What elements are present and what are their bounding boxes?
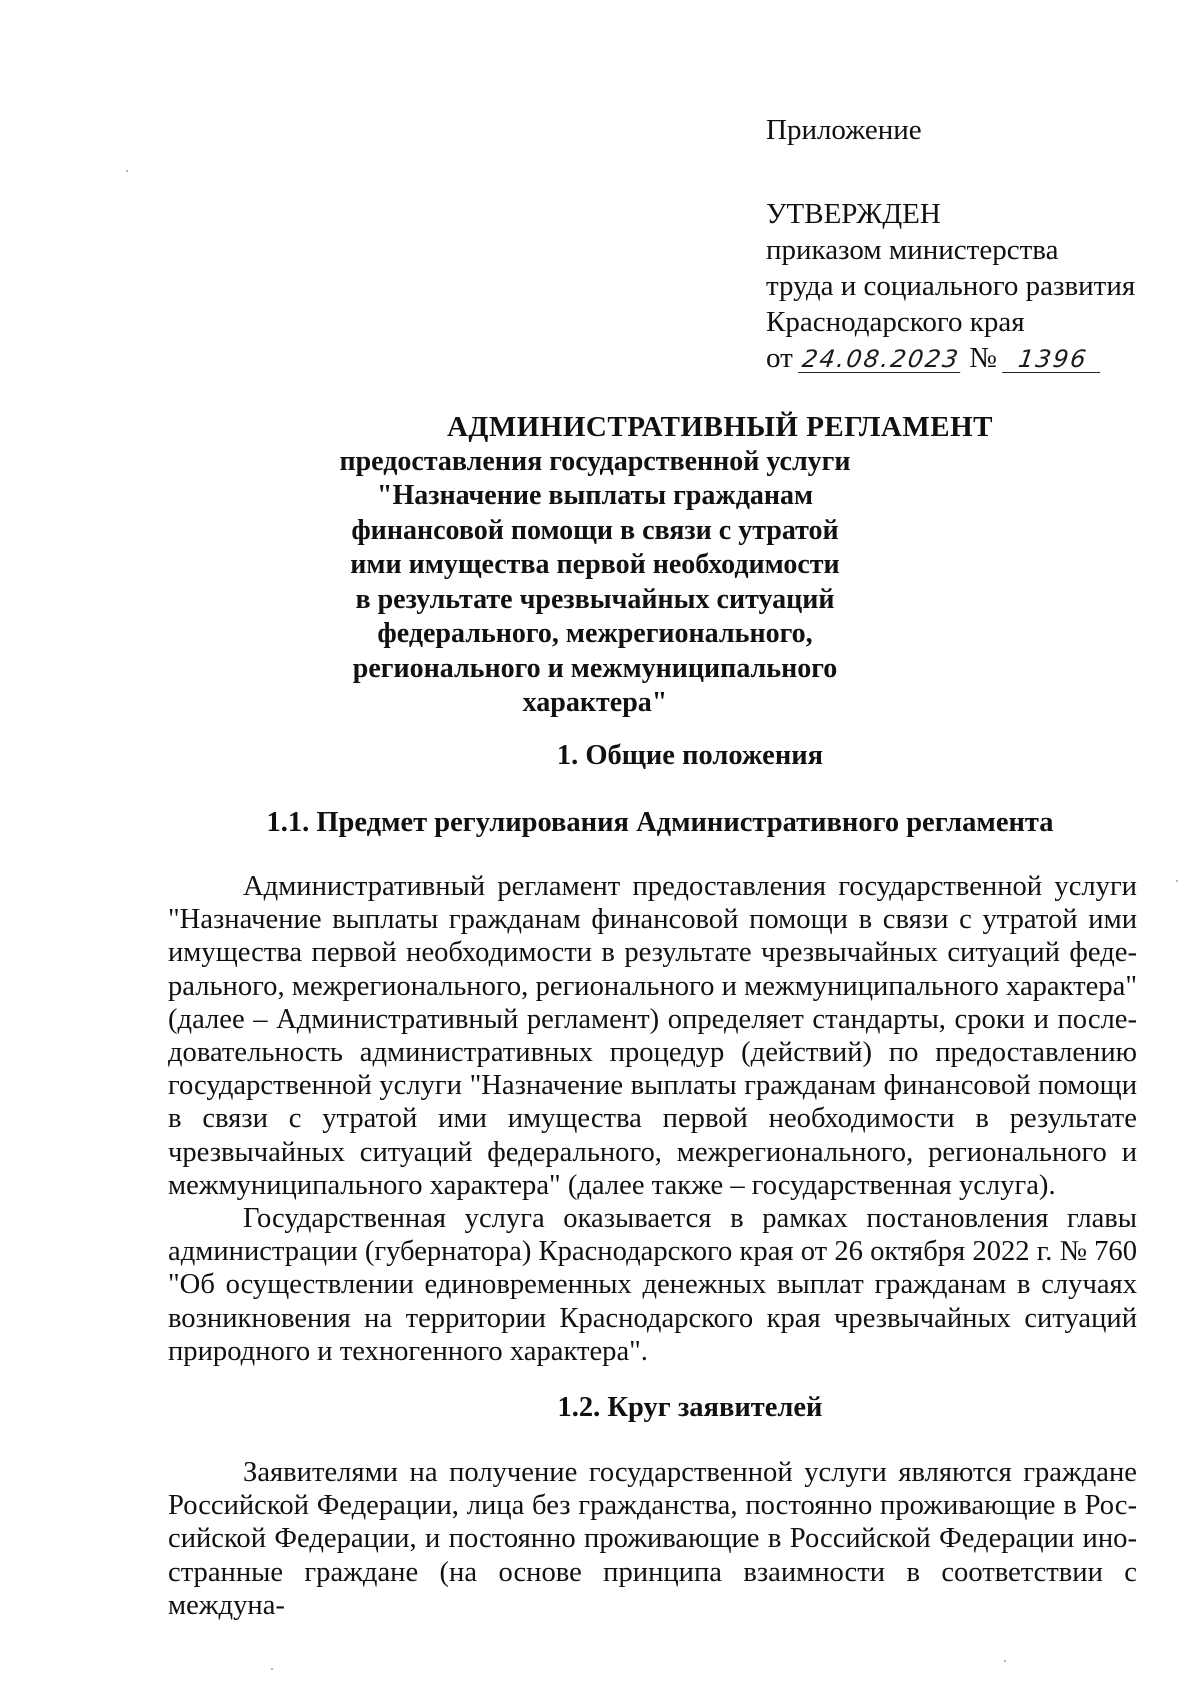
title-line-8: регионального и межмуниципального xyxy=(352,652,838,684)
paragraph-applicants: Заявителями на получение государственной услуги являются граждане Российской Федерации, лица без гражданства, постоянно проживающие в Российской Федерации, и постоянно проживающие в Российской Федерации иностранные граждане (на основе принципа взаимности в соответствии с междуна- xyxy=(168,1457,1137,1621)
title-line-9: характера" xyxy=(522,687,668,718)
scan-speck xyxy=(271,1668,273,1670)
scan-speck xyxy=(1176,880,1178,882)
appendix-label: Приложение xyxy=(766,114,922,146)
approval-line-2: труда и социального развития xyxy=(766,270,1136,302)
order-date-number-line xyxy=(766,340,1135,376)
document-title xyxy=(160,410,1160,721)
approval-line-3: Краснодарского края xyxy=(766,306,1025,338)
section-heading-applicants: 1.2. Круг заявителей xyxy=(557,1392,823,1423)
title-line-5: ими имущества первой необходимости xyxy=(350,549,840,580)
paragraph-regulation-scope: Административный регламент предоставления государственной услуги "Назначение выплаты гражданам финансовой помощи в связи с утратой ими имущества первой необходимости в результате чрезвычайных ситуаций федерального, межрегионального, регионального и межмуниципального характера" (далее – Административный регламент) определяет стандарты, сроки и последовательность административных процедур (действий) по предоставлению государственной услуги "Назначение выплаты гражданам финансовой помощи в связи с утратой ими имущества первой необходимости в результате чрезвычайных ситуаций федерального, межрегионального, регионального и межмуниципального характера" (далее также – государственная услуга). xyxy=(168,871,1137,1201)
number-label: № xyxy=(969,342,997,374)
title-line-2: предоставления государственной услуги xyxy=(339,445,851,477)
title-line-7: федерального, межрегионального, xyxy=(377,618,813,649)
scan-speck xyxy=(1004,1660,1006,1662)
approval-block xyxy=(766,112,1135,376)
title-line-4: финансовой помощи в связи с утратой xyxy=(351,514,839,546)
title-line-6: в результате чрезвычайных ситуаций xyxy=(355,583,835,615)
title-line-3: "Назначение выплаты гражданам xyxy=(376,480,814,511)
title-line-1: АДМИНИСТРАТИВНЫЙ РЕГЛАМЕНТ xyxy=(446,411,993,443)
scan-speck xyxy=(126,170,128,172)
handwritten-date: 24.08.2023 xyxy=(798,346,964,373)
approved-label: УТВЕРЖДЕН xyxy=(766,198,941,230)
approval-line-1: приказом министерства xyxy=(766,234,1059,266)
section-heading-general: 1. Общие положения xyxy=(556,740,824,771)
paragraph-legal-basis: Государственная услуга оказывается в рамках постановления главы администрации (губернатора) Краснодарского края от 26 октября 2022 г. № 760 "Об осуществлении единовременных денежных выплат гражданам в случаях возникновения на территории Краснодарского края чрезвычайных ситуаций природного и техногенного характера". xyxy=(168,1203,1137,1367)
handwritten-number: 1396 xyxy=(1002,346,1104,373)
from-label: от xyxy=(766,342,793,374)
section-heading-subject: 1.1. Предмет регулирования Административного регламента xyxy=(266,807,1054,838)
